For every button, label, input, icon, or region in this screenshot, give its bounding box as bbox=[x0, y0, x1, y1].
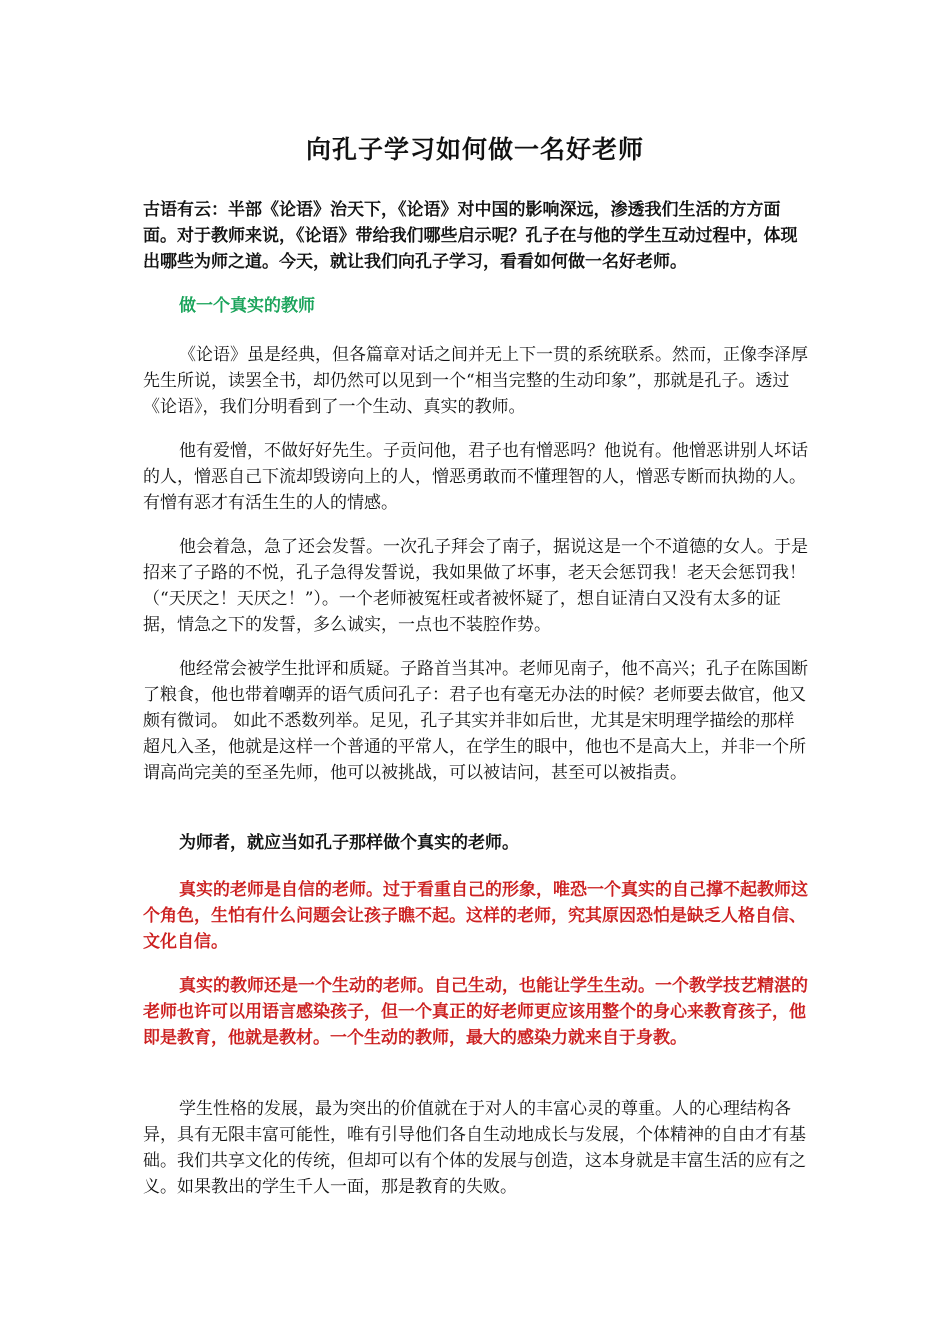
paragraph-3: 他会着急，急了还会发誓。一次孔子拜会了南子，据说这是一个不道德的女人。于是招来了子路的不悦，孔子急得发誓说，我如果做了坏事，老天会惩罚我！老天会惩罚我！（“天厌之！天厌之！”）。一个老师被冤枉或者被怀疑了，想自证清白又没有太多的证据，情急之下的发誓，多么诚实，一点也不装腔作势。 bbox=[143, 537, 808, 635]
paragraph-5-emphasis: 为师者，就应当如孔子那样做个真实的老师。 bbox=[179, 833, 519, 853]
intro-paragraph: 古语有云：半部《论语》治天下，《论语》对中国的影响深远，渗透我们生活的方方面面。对于教师来说，《论语》带给我们哪些启示呢？孔子在与他的学生互动过程中，体现出哪些为师之道。今天，就让我们向孔子学习，看看如何做一名好老师。 bbox=[143, 200, 798, 272]
paragraph-8: 学生性格的发展，最为突出的价值就在于对人的丰富心灵的尊重。人的心理结构各异，具有无限丰富可能性，唯有引导他们各自生动地成长与发展，个体精神的自由才有基础。我们共享文化的传统，但却可以有个体的发展与创造，这本身就是丰富生活的应有之义。如果教出的学生千人一面，那是教育的失败。 bbox=[143, 1099, 806, 1197]
paragraph-4: 他经常会被学生批评和质疑。子路首当其冲。老师见南子，他不高兴；孔子在陈国断了粮食，他也带着嘲弄的语气质问孔子：君子也有毫无办法的时候？老师要去做官，他又颇有微词。 如此不悉数列举。足见，孔子其实并非如后世，尤其是宋明理学描绘的那样超凡入圣，他就是这样一个普通的平常人，在学生的眼中，他也不是高大上，并非一个所谓高尚完美的至圣先师，他可以被挑战，可以被诘问，甚至可以被指责。 bbox=[143, 659, 808, 783]
paragraph-6-red: 真实的老师是自信的老师。过于看重自己的形象，唯恐一个真实的自己撑不起教师这个角色，生怕有什么问题会让孩子瞧不起。这样的老师，究其原因恐怕是缺乏人格自信、文化自信。 bbox=[143, 880, 808, 952]
paragraph-7-red: 真实的教师还是一个生动的老师。自己生动，也能让学生生动。一个教学技艺精湛的老师也许可以用语言感染孩子，但一个真正的好老师更应该用整个的身心来教育孩子，他即是教育，他就是教材。一个生动的教师，最大的感染力就来自于身教。 bbox=[143, 976, 808, 1048]
paragraph-2: 他有爱憎，不做好好先生。子贡问他，君子也有憎恶吗？他说有。他憎恶讲别人坏话的人，憎恶自己下流却毁谤向上的人，憎恶勇敢而不懂理智的人，憎恶专断而执拗的人。有憎有恶才有活生生的人的情感。 bbox=[143, 441, 808, 513]
section-heading: 做一个真实的教师 bbox=[179, 296, 315, 316]
page-title: 向孔子学习如何做一名好老师 bbox=[305, 135, 644, 164]
paragraph-1: 《论语》虽是经典，但各篇章对话之间并无上下一贯的系统联系。然而，正像李泽厚先生所说，读罢全书，却仍然可以见到一个“相当完整的生动印象”，那就是孔子。透过《论语》，我们分明看到了一个生动、真实的教师。 bbox=[143, 345, 808, 417]
